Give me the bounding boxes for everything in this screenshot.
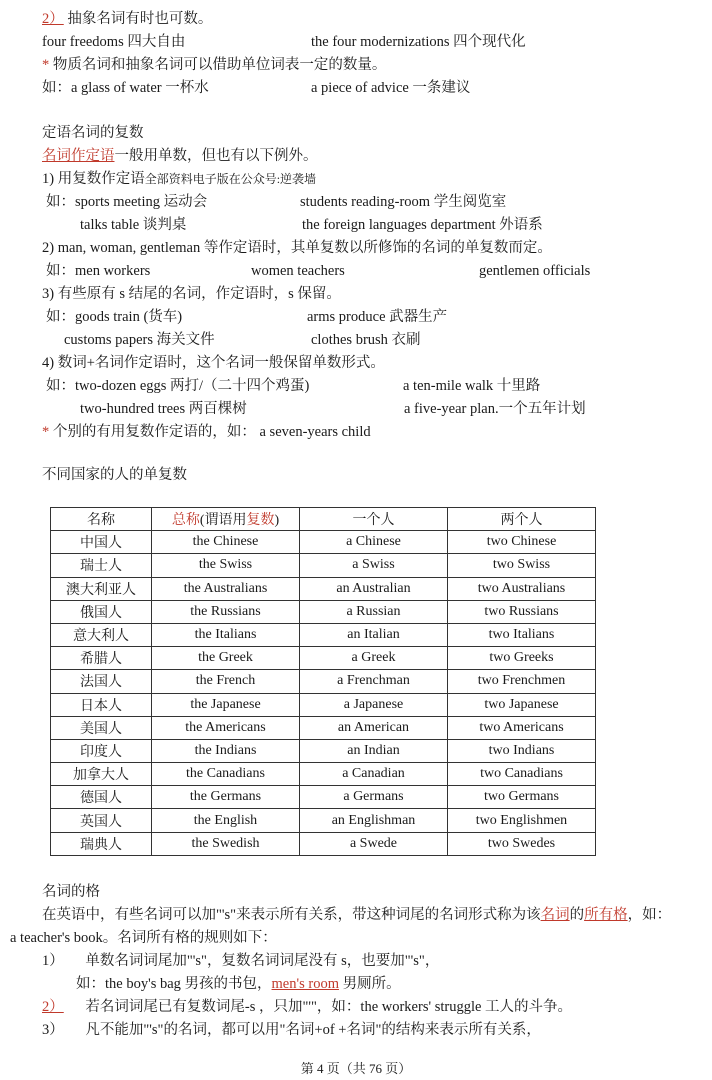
- table-row: [51, 577, 596, 600]
- cell-total: the Swedish: [152, 832, 300, 855]
- table-header-row: [51, 508, 596, 531]
- table-row: [51, 600, 596, 623]
- item-2-text: 若名词词尾已有复数词尾-s ，只加"'"，如：the workers' struggle 工人的斗争。: [85, 999, 573, 1015]
- rule-1-ex1a: 如：sports meeting 运动会: [46, 194, 208, 210]
- rule-2-exa: 如：men workers: [46, 263, 151, 279]
- cell-name: 法国人: [51, 670, 152, 693]
- example-left: four freedoms 四大自由: [42, 34, 186, 50]
- rule-4-ex2a: two-hundred trees 两百棵树: [80, 401, 247, 417]
- cell-one: a Japanese: [300, 693, 448, 716]
- table-row: [51, 623, 596, 646]
- cell-total: the Greek: [152, 647, 300, 670]
- table-row: [51, 647, 596, 670]
- para-1-mid: 的: [569, 907, 585, 923]
- table-row: [51, 716, 596, 739]
- table-row: [51, 670, 596, 693]
- lead-link[interactable]: 名词作定语: [42, 148, 115, 164]
- exception-text: 个别的有用复数作定语的，如： a seven-years child: [52, 424, 371, 440]
- cell-two: two Germans: [448, 786, 596, 809]
- cell-one: an Englishman: [300, 809, 448, 832]
- header-name: 名称: [51, 508, 152, 531]
- cell-total: the Canadians: [152, 763, 300, 786]
- cell-two: two Swedes: [448, 832, 596, 855]
- cell-name: 日本人: [51, 693, 152, 716]
- cell-name: 中国人: [51, 531, 152, 554]
- cell-name: 加拿大人: [51, 763, 152, 786]
- table-row: [51, 832, 596, 855]
- rule-1-ex1b: students reading-room 学生阅览室: [300, 194, 507, 210]
- rule-1-ex2b: the foreign languages department 外语系: [302, 217, 543, 233]
- cell-one: a Germans: [300, 786, 448, 809]
- cell-name: 澳大利亚人: [51, 577, 152, 600]
- table-row: [51, 531, 596, 554]
- header-one: 一个人: [300, 508, 448, 531]
- header-total-red2: 复数: [246, 513, 275, 529]
- cell-one: a Swiss: [300, 554, 448, 577]
- header-total-mid: (谓语用: [199, 513, 247, 529]
- cell-two: two Australians: [448, 577, 596, 600]
- cell-two: two Canadians: [448, 763, 596, 786]
- cell-name: 印度人: [51, 739, 152, 762]
- item-2-line: [42, 10, 212, 28]
- cell-total: the Italians: [152, 623, 300, 646]
- header-two: 两个人: [448, 508, 596, 531]
- cell-one: a Frenchman: [300, 670, 448, 693]
- poss-item-2: [42, 998, 572, 1016]
- cell-one: a Swede: [300, 832, 448, 855]
- rule-4-ex1b: a ten-mile walk 十里路: [403, 378, 541, 394]
- cell-two: two Chinese: [448, 531, 596, 554]
- table-row: [51, 763, 596, 786]
- para-1-end: ，如：: [627, 907, 672, 923]
- cell-total: the Australians: [152, 577, 300, 600]
- example2-right: a piece of advice 一条建议: [311, 80, 471, 96]
- rule-2: 2) man, woman, gentleman 等作定语时，其单复数以所修饰的名词的单复数而定。: [42, 240, 552, 256]
- section-title-possessive: 名词的格: [42, 884, 100, 900]
- cell-one: a Greek: [300, 647, 448, 670]
- poss-item-3: [42, 1021, 541, 1039]
- cell-one: an American: [300, 716, 448, 739]
- cell-total: the Swiss: [152, 554, 300, 577]
- link-possessive[interactable]: 所有格: [584, 907, 628, 923]
- star-marker: *: [42, 57, 50, 73]
- cell-name: 意大利人: [51, 623, 152, 646]
- section-title-attributive: 定语名词的复数: [42, 125, 144, 141]
- page-footer: 第 4 页（共 76 页）: [300, 1061, 412, 1076]
- cell-two: two Russians: [448, 600, 596, 623]
- star-marker: *: [42, 424, 50, 440]
- rule-3: 3) 有些原有 s 结尾的名词，作定语时，s 保留。: [42, 286, 341, 302]
- rule-4-ex2b: a five-year plan.一个五年计划: [404, 401, 586, 417]
- table-row: [51, 739, 596, 762]
- cell-two: two Englishmen: [448, 809, 596, 832]
- cell-total: the Germans: [152, 786, 300, 809]
- item-1-ex-b: 男厕所。: [338, 976, 401, 992]
- poss-item-1-example: [76, 975, 401, 993]
- cell-total: the French: [152, 670, 300, 693]
- cell-total: the Chinese: [152, 531, 300, 554]
- rule-4: 4) 数词+名词作定语时，这个名词一般保留单数形式。: [42, 355, 385, 371]
- header-total: [152, 508, 300, 531]
- item-1-num: 1）: [42, 953, 64, 969]
- cell-name: 俄国人: [51, 600, 152, 623]
- example-right: the four modernizations 四个现代化: [311, 34, 526, 50]
- link-noun[interactable]: 名词: [540, 907, 570, 923]
- rule-4-ex1a: 如：two-dozen eggs 两打/（二十四个鸡蛋): [46, 378, 310, 394]
- example2-left: 如：a glass of water 一杯水: [42, 80, 209, 96]
- table-row: [51, 693, 596, 716]
- cell-name: 瑞士人: [51, 554, 152, 577]
- possessive-para-2: a teacher's book。名词所有格的规则如下：: [10, 930, 277, 946]
- item-2-num: 2）: [42, 999, 64, 1015]
- cell-one: an Australian: [300, 577, 448, 600]
- cell-total: the Americans: [152, 716, 300, 739]
- lead-line: [42, 147, 318, 165]
- lead-rest: 一般用单数，但也有以下例外。: [114, 148, 318, 164]
- cell-two: two Indians: [448, 739, 596, 762]
- cell-name: 德国人: [51, 786, 152, 809]
- rule-1-note: 全部资料电子版在公众号:逆袭墙: [144, 172, 317, 186]
- cell-total: the English: [152, 809, 300, 832]
- rule-3-ex1a: 如：goods train (货车): [46, 309, 183, 325]
- cell-two: two Americans: [448, 716, 596, 739]
- link-mens-room[interactable]: men's room: [271, 976, 339, 992]
- rule-3-ex1b: arms produce 武器生产: [307, 309, 448, 325]
- cell-name: 英国人: [51, 809, 152, 832]
- nationality-table: [50, 507, 596, 856]
- poss-item-1: [42, 952, 439, 970]
- note-line: [42, 56, 386, 74]
- exception-line: [42, 423, 371, 441]
- cell-two: two Italians: [448, 623, 596, 646]
- table-row: [51, 809, 596, 832]
- cell-two: two Frenchmen: [448, 670, 596, 693]
- para-1-text: 在英语中，有些名词可以加"'s"来表示所有关系，带这种词尾的名词形式称为该: [42, 907, 541, 923]
- section-title-nationality: 不同国家的人的单复数: [42, 467, 187, 483]
- table-row: [51, 786, 596, 809]
- item-3-text: 凡不能加"'s"的名词，都可以用"名词+of +名词"的结构来表示所有关系，: [85, 1022, 541, 1038]
- note-text: 物质名词和抽象名词可以借助单位词表一定的数量。: [52, 57, 387, 73]
- cell-one: a Russian: [300, 600, 448, 623]
- rule-1: [42, 170, 316, 188]
- cell-total: the Indians: [152, 739, 300, 762]
- cell-two: two Japanese: [448, 693, 596, 716]
- cell-one: a Chinese: [300, 531, 448, 554]
- possessive-para-1: [42, 906, 671, 924]
- cell-two: two Greeks: [448, 647, 596, 670]
- cell-name: 希腊人: [51, 647, 152, 670]
- rule-1-text: 1) 用复数作定语: [42, 171, 145, 187]
- item-1-ex-a: 如：the boy's bag 男孩的书包，: [76, 976, 272, 992]
- cell-two: two Swiss: [448, 554, 596, 577]
- item-3-num: 3）: [42, 1022, 64, 1038]
- item-number: 2）: [42, 11, 64, 27]
- rule-2-exb: women teachers: [251, 263, 345, 279]
- table-row: [51, 554, 596, 577]
- rule-2-exc: gentlemen officials: [479, 263, 591, 279]
- cell-total: the Japanese: [152, 693, 300, 716]
- rule-1-ex2a: talks table 谈判桌: [80, 217, 187, 233]
- cell-name: 美国人: [51, 716, 152, 739]
- cell-one: an Italian: [300, 623, 448, 646]
- rule-3-ex2a: customs papers 海关文件: [64, 332, 215, 348]
- rule-3-ex2b: clothes brush 衣刷: [311, 332, 421, 348]
- cell-one: a Canadian: [300, 763, 448, 786]
- cell-total: the Russians: [152, 600, 300, 623]
- item-1-text: 单数名词词尾加"'s"，复数名词词尾没有 s，也要加"'s"，: [85, 953, 440, 969]
- item-text: 抽象名词有时也可数。: [67, 11, 213, 27]
- cell-one: an Indian: [300, 739, 448, 762]
- cell-name: 瑞典人: [51, 832, 152, 855]
- header-total-red: 总称: [171, 513, 200, 529]
- header-total-end: ): [274, 513, 280, 529]
